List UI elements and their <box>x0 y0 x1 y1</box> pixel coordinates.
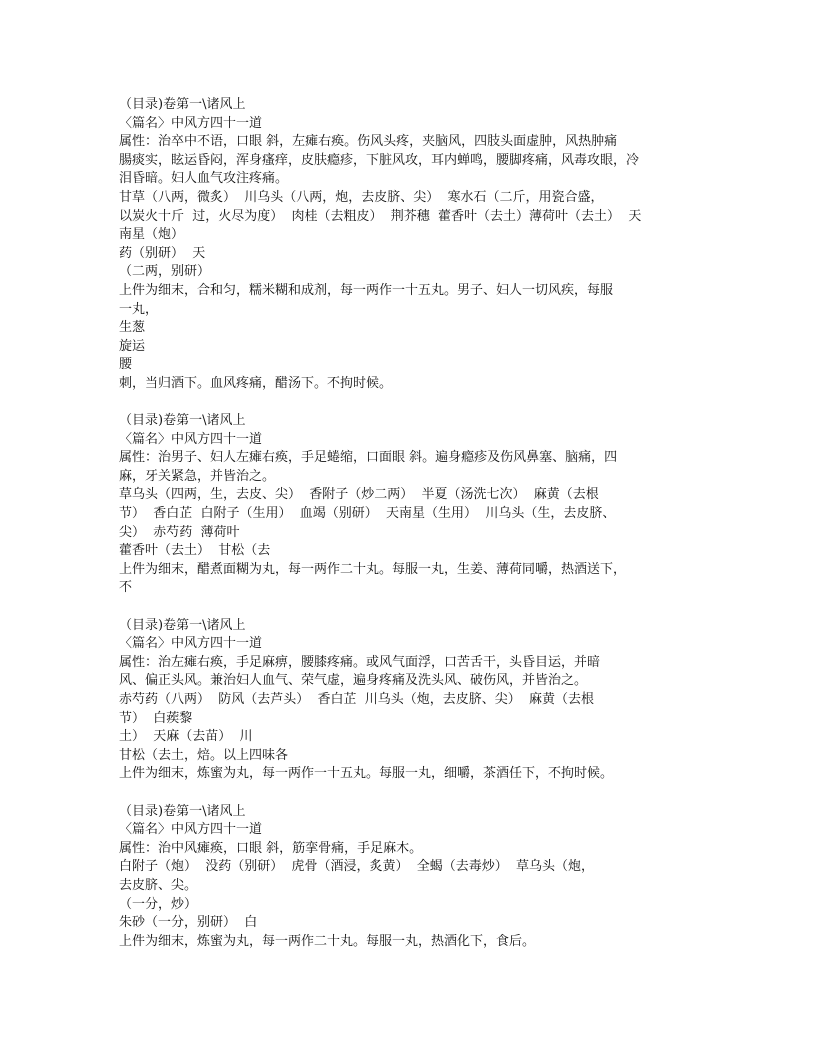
instruction-line: 生葱 <box>119 320 146 336</box>
ingredient-line: 草乌头（四两，生，去皮、尖） 香附子（炒二两） 半夏（汤洗七次） 麻黄（去根 <box>119 487 599 503</box>
recipe-entry-1 <box>119 96 699 394</box>
text-line: 属性：治中风瘫痪，口眼 斜，筋挛骨痛，手足麻木。 <box>119 840 423 856</box>
text-line: 麻，牙关紧急，并皆治之。 <box>119 468 276 484</box>
ingredient-line: （一分，炒） <box>119 896 198 912</box>
chapter-title: 〈篇名〉中风方四十一道 <box>119 431 263 447</box>
recipe-entry-3 <box>119 617 699 784</box>
ingredient-line: 藿香叶（去土） 甘松（去 <box>119 543 271 559</box>
ingredient-line: 节） 白蒺黎 <box>119 710 193 726</box>
ingredient-line: 白附子（炮） 没药（别研） 虎骨（酒浸，炙黄） 全蝎（去毒炒） 草乌头（炮， <box>119 859 595 875</box>
ingredient-line: 尖） 赤芍药 薄荷叶 <box>119 524 240 540</box>
entry-separator <box>119 394 699 413</box>
recipe-entry-4 <box>119 803 699 952</box>
ingredient-line: 去皮脐、尖。 <box>119 877 198 893</box>
ingredient-line: 赤芍药（八两） 防风（去芦头） 香白芷 川乌头（炮，去皮脐、尖） 麻黄（去根 <box>119 692 595 707</box>
ingredient-line: 朱砂（一分，别研） 白 <box>119 915 258 931</box>
catalog-line: （目录)卷第一\诸风上 <box>119 617 246 633</box>
ingredient-line: （二两，别研） <box>119 264 211 280</box>
instruction-line: 腰 <box>119 357 133 373</box>
ingredient-line: 甘草（八两，微炙） 川乌头（八两，炮，去皮脐、尖） 寒水石（二斤，用瓷合盛， <box>119 189 604 205</box>
instruction-line: 不 <box>119 580 133 596</box>
chapter-title: 〈篇名〉中风方四十一道 <box>119 822 263 838</box>
ingredient-line: 以炭火十斤 过，火尽为度） 肉桂（去粗皮） 荆芥穗 藿香叶（去土）薄荷叶（去土） 天 <box>119 208 642 224</box>
ingredient-line: 甘松（去土，焙。以上四味各 <box>119 747 289 763</box>
catalog-line: （目录)卷第一\诸风上 <box>119 803 246 819</box>
chapter-title: 〈篇名〉中风方四十一道 <box>119 636 263 652</box>
entry-separator <box>119 784 699 803</box>
instruction-line: 刺，当归酒下。血风疼痛，醋汤下。不拘时候。 <box>119 375 393 391</box>
text-line: 腸痰实，眩运昏闷，浑身瘙痒，皮肤瘾疹，下脏风攻，耳内蝉鸣，腰脚疼痛，风毒攻眼，冷 <box>119 152 640 168</box>
recipe-entry-2 <box>119 412 699 598</box>
entry-separator <box>119 598 699 617</box>
catalog-line: （目录)卷第一\诸风上 <box>119 413 246 429</box>
text-line: 风、偏正头风。兼治妇人血气、荣气虚，遍身疼痛及洗头风、破伤风，并皆治之。 <box>119 673 588 689</box>
ingredient-line: 土） 天麻（去苗） 川 <box>119 729 253 745</box>
text-line: 属性：治男子、妇人左瘫右痪，手足蜷缩，口面眼 斜。遍身瘾疹及伤风鼻塞、脑痛，四 <box>119 450 618 466</box>
ingredient-line: 节） 香白芷 白附子（生用） 血竭（别研） 天南星（生用） 川乌头（生，去皮脐、 <box>119 506 616 522</box>
instruction-line: 旋运 <box>119 338 146 354</box>
instruction-line: 上件为细末，醋煮面糊为丸，每一两作二十丸。每服一丸，生姜、薄荷同嚼，热酒送下， <box>119 561 627 577</box>
ingredient-line: 药（别研） 天 <box>119 245 206 261</box>
instruction-line: 一丸， <box>119 301 159 317</box>
text-line: 泪昏暗。妇人血气攻注疼痛。 <box>119 171 289 187</box>
catalog-line: （目录)卷第一\诸风上 <box>119 97 246 112</box>
chapter-title: 〈篇名〉中风方四十一道 <box>119 115 263 131</box>
text-line: 属性：治卒中不语，口眼 斜，左瘫右痪。伤风头疼，夹脑风，四肢头面虚肿，风热肿痛 <box>119 134 618 150</box>
text-line: 属性：治左瘫右痪，手足麻痹，腰膝疼痛。或风气面浮，口苦舌干，头昏目运，并暗 <box>119 654 601 670</box>
instruction-line: 上件为细末，炼蜜为丸，每一两作一十五丸。每服一丸，细嚼，茶酒任下，不拘时候。 <box>119 766 614 782</box>
instruction-line: 上件为细末，合和匀，糯米糊和成剂，每一两作一十五丸。男子、妇人一切风疾，每服 <box>119 282 614 298</box>
ingredient-line: 南星（炮） <box>119 227 185 243</box>
document-page <box>119 96 699 951</box>
instruction-line: 上件为细末，炼蜜为丸，每一两作二十丸。每服一丸，热酒化下，食后。 <box>119 933 536 949</box>
